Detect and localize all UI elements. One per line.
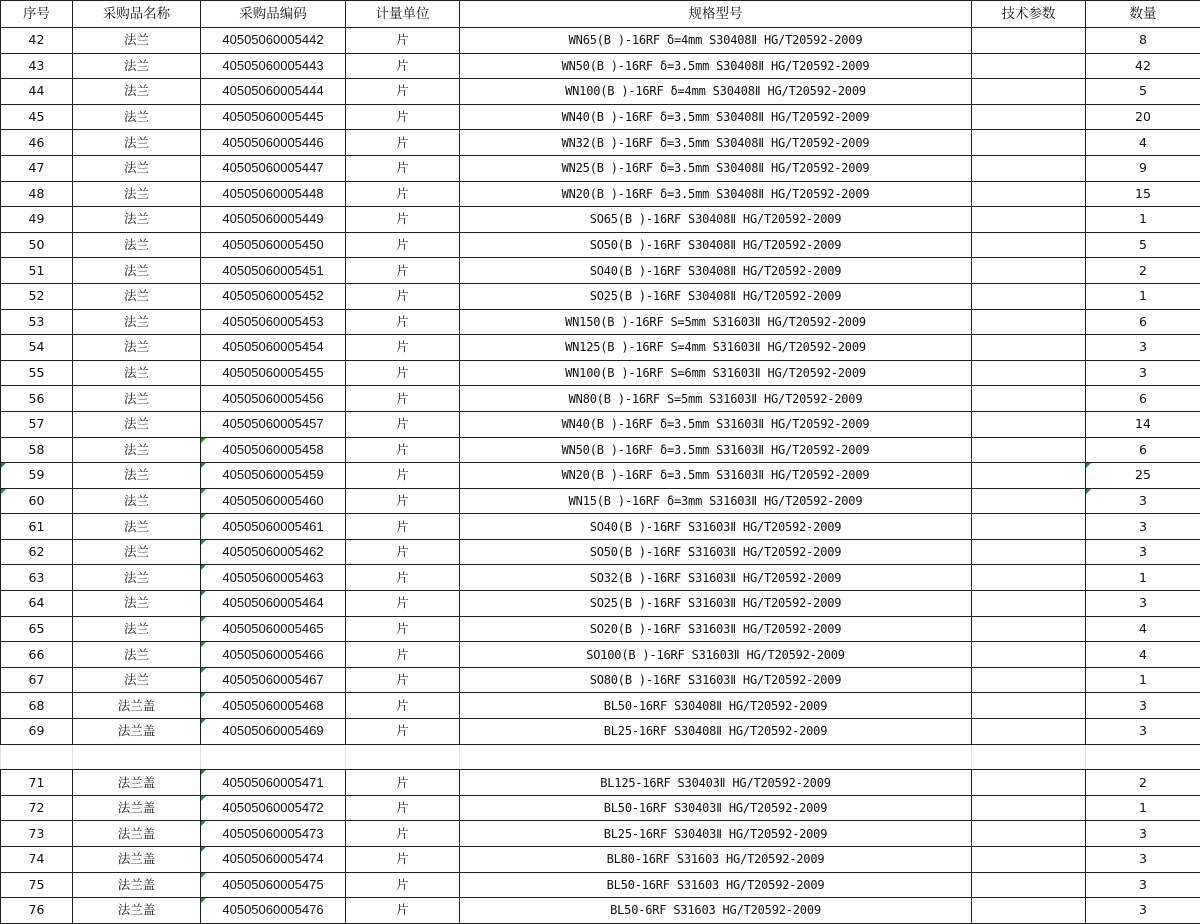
cell-spec[interactable]: WN125(B )-16RF S=4mm S31603Ⅱ HG/T20592-2009 bbox=[460, 335, 972, 361]
cell-code[interactable]: 40505060005464 bbox=[201, 591, 346, 617]
cell-spec[interactable]: WN32(B )-16RF δ=3.5mm S30408Ⅱ HG/T20592-2009 bbox=[460, 130, 972, 156]
cell-spec[interactable]: BL50-16RF S30403Ⅱ HG/T20592-2009 bbox=[460, 795, 972, 821]
cell-tech[interactable] bbox=[972, 207, 1086, 233]
cell-name[interactable]: 法兰 bbox=[73, 386, 201, 412]
cell-qty[interactable]: 4 bbox=[1086, 642, 1200, 668]
cell-name[interactable]: 法兰盖 bbox=[73, 719, 201, 745]
table-row bbox=[1, 872, 1200, 898]
cell-tech[interactable] bbox=[972, 463, 1086, 489]
cell-unit[interactable]: 片 bbox=[346, 693, 460, 719]
cell-unit[interactable]: 片 bbox=[346, 207, 460, 233]
cell-qty[interactable]: 3 bbox=[1086, 539, 1200, 565]
cell-code[interactable]: 40505060005447 bbox=[201, 155, 346, 181]
cell-spec[interactable]: WN100(B )-16RF S=6mm S31603Ⅱ HG/T20592-2009 bbox=[460, 360, 972, 386]
cell-spec[interactable]: SO50(B )-16RF S31603Ⅱ HG/T20592-2009 bbox=[460, 539, 972, 565]
table-row bbox=[1, 258, 1200, 284]
cell-qty[interactable]: 1 bbox=[1086, 207, 1200, 233]
cell-spec[interactable]: SO50(B )-16RF S30408Ⅱ HG/T20592-2009 bbox=[460, 232, 972, 258]
cell-tech[interactable] bbox=[972, 181, 1086, 207]
cell-tech[interactable] bbox=[972, 283, 1086, 309]
table-row bbox=[1, 207, 1200, 233]
cell-unit[interactable]: 片 bbox=[346, 514, 460, 540]
cell-seq[interactable] bbox=[1, 744, 73, 770]
cell-spec[interactable]: SO80(B )-16RF S31603Ⅱ HG/T20592-2009 bbox=[460, 667, 972, 693]
cell-code[interactable]: 40505060005457 bbox=[201, 411, 346, 437]
cell-tech[interactable] bbox=[972, 642, 1086, 668]
cell-code[interactable]: 40505060005443 bbox=[201, 53, 346, 79]
cell-spec[interactable]: WN150(B )-16RF S=5mm S31603Ⅱ HG/T20592-2009 bbox=[460, 309, 972, 335]
cell-code[interactable]: 40505060005446 bbox=[201, 130, 346, 156]
cell-spec[interactable]: SO25(B )-16RF S31603Ⅱ HG/T20592-2009 bbox=[460, 591, 972, 617]
cell-tech[interactable] bbox=[972, 130, 1086, 156]
table-row bbox=[1, 616, 1200, 642]
cell-code[interactable]: 40505060005469 bbox=[201, 719, 346, 745]
cell-qty[interactable]: 2 bbox=[1086, 258, 1200, 284]
cell-code[interactable]: 40505060005463 bbox=[201, 565, 346, 591]
cell-seq[interactable]: 57 bbox=[1, 411, 73, 437]
table-row bbox=[1, 719, 1200, 745]
cell-tech[interactable] bbox=[972, 309, 1086, 335]
cell-unit[interactable]: 片 bbox=[346, 309, 460, 335]
cell-name[interactable]: 法兰盖 bbox=[73, 693, 201, 719]
cell-seq[interactable]: 42 bbox=[1, 28, 73, 54]
cell-tech[interactable] bbox=[972, 539, 1086, 565]
cell-seq[interactable]: 72 bbox=[1, 795, 73, 821]
cell-qty[interactable]: 3 bbox=[1086, 335, 1200, 361]
cell-unit[interactable]: 片 bbox=[346, 155, 460, 181]
cell-tech[interactable] bbox=[972, 821, 1086, 847]
cell-unit[interactable]: 片 bbox=[346, 719, 460, 745]
cell-spec[interactable]: BL25-16RF S30408Ⅱ HG/T20592-2009 bbox=[460, 719, 972, 745]
cell-seq[interactable]: 64 bbox=[1, 591, 73, 617]
cell-code[interactable]: 40505060005444 bbox=[201, 79, 346, 105]
cell-name[interactable]: 法兰 bbox=[73, 488, 201, 514]
table-row bbox=[1, 898, 1200, 924]
cell-name[interactable]: 法兰 bbox=[73, 360, 201, 386]
header-seq[interactable]: 序号 bbox=[1, 1, 73, 28]
cell-seq[interactable]: 68 bbox=[1, 693, 73, 719]
cell-seq[interactable]: 50 bbox=[1, 232, 73, 258]
cell-spec[interactable]: SO32(B )-16RF S31603Ⅱ HG/T20592-2009 bbox=[460, 565, 972, 591]
cell-unit[interactable]: 片 bbox=[346, 795, 460, 821]
cell-qty[interactable]: 3 bbox=[1086, 719, 1200, 745]
cell-spec[interactable]: WN20(B )-16RF δ=3.5mm S30408Ⅱ HG/T20592-2009 bbox=[460, 181, 972, 207]
cell-unit[interactable]: 片 bbox=[346, 232, 460, 258]
cell-spec[interactable]: BL50-16RF S30408Ⅱ HG/T20592-2009 bbox=[460, 693, 972, 719]
cell-code[interactable]: 40505060005449 bbox=[201, 207, 346, 233]
cell-code[interactable]: 40505060005445 bbox=[201, 104, 346, 130]
cell-seq[interactable]: 65 bbox=[1, 616, 73, 642]
cell-spec[interactable]: WN65(B )-16RF δ=4mm S30408Ⅱ HG/T20592-2009 bbox=[460, 28, 972, 54]
table-row bbox=[1, 795, 1200, 821]
cell-seq[interactable]: 67 bbox=[1, 667, 73, 693]
cell-qty[interactable]: 3 bbox=[1086, 693, 1200, 719]
cell-unit[interactable]: 片 bbox=[346, 539, 460, 565]
cell-unit[interactable]: 片 bbox=[346, 386, 460, 412]
cell-tech[interactable] bbox=[972, 232, 1086, 258]
cell-tech[interactable] bbox=[972, 847, 1086, 873]
cell-seq[interactable]: 69 bbox=[1, 719, 73, 745]
cell-unit[interactable]: 片 bbox=[346, 411, 460, 437]
cell-seq[interactable]: 60 bbox=[1, 488, 73, 514]
cell-unit[interactable]: 片 bbox=[346, 847, 460, 873]
cell-tech[interactable] bbox=[972, 488, 1086, 514]
table-row bbox=[1, 181, 1200, 207]
cell-seq[interactable]: 75 bbox=[1, 872, 73, 898]
cell-tech[interactable] bbox=[972, 360, 1086, 386]
table-row bbox=[1, 488, 1200, 514]
cell-tech[interactable] bbox=[972, 335, 1086, 361]
cell-seq[interactable]: 45 bbox=[1, 104, 73, 130]
cell-spec[interactable]: WN15(B )-16RF δ=3mm S31603Ⅱ HG/T20592-2009 bbox=[460, 488, 972, 514]
cell-unit[interactable]: 片 bbox=[346, 488, 460, 514]
table-row bbox=[1, 386, 1200, 412]
cell-qty[interactable]: 3 bbox=[1086, 591, 1200, 617]
cell-qty[interactable]: 6 bbox=[1086, 437, 1200, 463]
cell-name[interactable]: 法兰盖 bbox=[73, 770, 201, 796]
cell-seq[interactable]: 56 bbox=[1, 386, 73, 412]
cell-name[interactable]: 法兰 bbox=[73, 642, 201, 668]
cell-name[interactable]: 法兰 bbox=[73, 539, 201, 565]
cell-unit[interactable]: 片 bbox=[346, 898, 460, 924]
cell-spec[interactable]: WN25(B )-16RF δ=3.5mm S30408Ⅱ HG/T20592-2009 bbox=[460, 155, 972, 181]
table-row bbox=[1, 283, 1200, 309]
cell-seq[interactable]: 51 bbox=[1, 258, 73, 284]
cell-qty[interactable]: 4 bbox=[1086, 616, 1200, 642]
header-row bbox=[1, 1, 1200, 28]
cell-name[interactable]: 法兰 bbox=[73, 591, 201, 617]
cell-code[interactable]: 40505060005456 bbox=[201, 386, 346, 412]
cell-seq[interactable]: 61 bbox=[1, 514, 73, 540]
cell-seq[interactable]: 43 bbox=[1, 53, 73, 79]
cell-code[interactable]: 40505060005448 bbox=[201, 181, 346, 207]
table-row bbox=[1, 463, 1200, 489]
cell-unit[interactable]: 片 bbox=[346, 642, 460, 668]
cell-qty[interactable]: 14 bbox=[1086, 411, 1200, 437]
cell-seq[interactable]: 73 bbox=[1, 821, 73, 847]
cell-code[interactable]: 40505060005452 bbox=[201, 283, 346, 309]
cell-name[interactable]: 法兰 bbox=[73, 181, 201, 207]
cell-unit[interactable]: 片 bbox=[346, 104, 460, 130]
table-row bbox=[1, 847, 1200, 873]
header-qty[interactable]: 数量 bbox=[1086, 1, 1200, 28]
table-row bbox=[1, 360, 1200, 386]
cell-seq[interactable]: 58 bbox=[1, 437, 73, 463]
cell-tech[interactable] bbox=[972, 437, 1086, 463]
cell-unit[interactable]: 片 bbox=[346, 28, 460, 54]
cell-qty[interactable]: 8 bbox=[1086, 28, 1200, 54]
cell-code[interactable]: 40505060005453 bbox=[201, 309, 346, 335]
cell-name[interactable]: 法兰盖 bbox=[73, 821, 201, 847]
cell-code[interactable]: 40505060005474 bbox=[201, 847, 346, 873]
cell-qty[interactable]: 4 bbox=[1086, 130, 1200, 156]
cell-qty[interactable]: 3 bbox=[1086, 847, 1200, 873]
cell-seq[interactable]: 66 bbox=[1, 642, 73, 668]
cell-qty[interactable]: 25 bbox=[1086, 463, 1200, 489]
cell-spec[interactable]: BL80-16RF S31603 HG/T20592-2009 bbox=[460, 847, 972, 873]
cell-qty[interactable]: 42 bbox=[1086, 53, 1200, 79]
cell-spec[interactable]: BL50-16RF S31603 HG/T20592-2009 bbox=[460, 872, 972, 898]
cell-seq[interactable]: 48 bbox=[1, 181, 73, 207]
table-row bbox=[1, 335, 1200, 361]
cell-unit[interactable]: 片 bbox=[346, 565, 460, 591]
cell-name[interactable]: 法兰 bbox=[73, 437, 201, 463]
cell-unit[interactable] bbox=[346, 744, 460, 770]
cell-qty[interactable]: 5 bbox=[1086, 79, 1200, 105]
cell-unit[interactable]: 片 bbox=[346, 283, 460, 309]
cell-name[interactable]: 法兰 bbox=[73, 104, 201, 130]
cell-seq[interactable]: 71 bbox=[1, 770, 73, 796]
table-row bbox=[1, 79, 1200, 105]
cell-unit[interactable]: 片 bbox=[346, 181, 460, 207]
cell-name[interactable]: 法兰 bbox=[73, 79, 201, 105]
cell-qty[interactable]: 20 bbox=[1086, 104, 1200, 130]
cell-tech[interactable] bbox=[972, 719, 1086, 745]
table-row bbox=[1, 821, 1200, 847]
cell-name[interactable]: 法兰 bbox=[73, 283, 201, 309]
cell-tech[interactable] bbox=[972, 693, 1086, 719]
table-row bbox=[1, 437, 1200, 463]
blank-row bbox=[1, 744, 1200, 770]
cell-code[interactable]: 40505060005466 bbox=[201, 642, 346, 668]
cell-qty[interactable]: 3 bbox=[1086, 872, 1200, 898]
cell-spec[interactable]: WN50(B )-16RF δ=3.5mm S31603Ⅱ HG/T20592-2009 bbox=[460, 437, 972, 463]
cell-seq[interactable]: 49 bbox=[1, 207, 73, 233]
cell-spec[interactable]: SO40(B )-16RF S30408Ⅱ HG/T20592-2009 bbox=[460, 258, 972, 284]
table-row bbox=[1, 565, 1200, 591]
cell-unit[interactable]: 片 bbox=[346, 770, 460, 796]
cell-name[interactable]: 法兰 bbox=[73, 463, 201, 489]
cell-spec[interactable]: BL50-6RF S31603 HG/T20592-2009 bbox=[460, 898, 972, 924]
cell-unit[interactable]: 片 bbox=[346, 360, 460, 386]
cell-qty[interactable]: 1 bbox=[1086, 795, 1200, 821]
cell-code[interactable]: 40505060005465 bbox=[201, 616, 346, 642]
cell-qty[interactable]: 15 bbox=[1086, 181, 1200, 207]
cell-qty[interactable]: 6 bbox=[1086, 309, 1200, 335]
cell-code[interactable]: 40505060005459 bbox=[201, 463, 346, 489]
cell-name[interactable]: 法兰 bbox=[73, 28, 201, 54]
table-row bbox=[1, 693, 1200, 719]
table-row bbox=[1, 104, 1200, 130]
cell-tech[interactable] bbox=[972, 28, 1086, 54]
cell-tech[interactable] bbox=[972, 514, 1086, 540]
cell-tech[interactable] bbox=[972, 53, 1086, 79]
cell-name[interactable]: 法兰 bbox=[73, 309, 201, 335]
cell-unit[interactable]: 片 bbox=[346, 79, 460, 105]
cell-code[interactable]: 40505060005467 bbox=[201, 667, 346, 693]
cell-code[interactable] bbox=[201, 744, 346, 770]
cell-code[interactable]: 40505060005460 bbox=[201, 488, 346, 514]
cell-code[interactable]: 40505060005442 bbox=[201, 28, 346, 54]
cell-unit[interactable]: 片 bbox=[346, 130, 460, 156]
cell-spec[interactable]: WN80(B )-16RF S=5mm S31603Ⅱ HG/T20592-2009 bbox=[460, 386, 972, 412]
cell-seq[interactable]: 62 bbox=[1, 539, 73, 565]
cell-seq[interactable]: 74 bbox=[1, 847, 73, 873]
cell-unit[interactable]: 片 bbox=[346, 53, 460, 79]
cell-code[interactable]: 40505060005455 bbox=[201, 360, 346, 386]
cell-spec[interactable]: BL125-16RF S30403Ⅱ HG/T20592-2009 bbox=[460, 770, 972, 796]
header-tech[interactable]: 技术参数 bbox=[972, 1, 1086, 28]
cell-name[interactable]: 法兰盖 bbox=[73, 847, 201, 873]
cell-code[interactable]: 40505060005462 bbox=[201, 539, 346, 565]
cell-tech[interactable] bbox=[972, 770, 1086, 796]
cell-spec[interactable]: WN40(B )-16RF δ=3.5mm S30408Ⅱ HG/T20592-2009 bbox=[460, 104, 972, 130]
cell-code[interactable]: 40505060005473 bbox=[201, 821, 346, 847]
cell-tech[interactable] bbox=[972, 79, 1086, 105]
cell-unit[interactable]: 片 bbox=[346, 821, 460, 847]
header-spec[interactable]: 规格型号 bbox=[460, 1, 972, 28]
cell-seq[interactable]: 46 bbox=[1, 130, 73, 156]
cell-unit[interactable]: 片 bbox=[346, 667, 460, 693]
cell-code[interactable]: 40505060005461 bbox=[201, 514, 346, 540]
cell-tech[interactable] bbox=[972, 795, 1086, 821]
cell-spec[interactable] bbox=[460, 744, 972, 770]
cell-unit[interactable]: 片 bbox=[346, 872, 460, 898]
table-row bbox=[1, 539, 1200, 565]
cell-unit[interactable]: 片 bbox=[346, 437, 460, 463]
cell-unit[interactable]: 片 bbox=[346, 463, 460, 489]
cell-tech[interactable] bbox=[972, 872, 1086, 898]
cell-name[interactable]: 法兰 bbox=[73, 514, 201, 540]
cell-seq[interactable]: 52 bbox=[1, 283, 73, 309]
table-row bbox=[1, 232, 1200, 258]
cell-spec[interactable]: BL25-16RF S30403Ⅱ HG/T20592-2009 bbox=[460, 821, 972, 847]
cell-tech[interactable] bbox=[972, 104, 1086, 130]
table-row bbox=[1, 130, 1200, 156]
cell-name[interactable]: 法兰盖 bbox=[73, 795, 201, 821]
table-row bbox=[1, 411, 1200, 437]
cell-seq[interactable]: 55 bbox=[1, 360, 73, 386]
cell-tech[interactable] bbox=[972, 565, 1086, 591]
cell-code[interactable]: 40505060005458 bbox=[201, 437, 346, 463]
cell-qty[interactable]: 3 bbox=[1086, 821, 1200, 847]
header-code[interactable]: 采购品编码 bbox=[201, 1, 346, 28]
cell-name[interactable] bbox=[73, 744, 201, 770]
cell-seq[interactable]: 63 bbox=[1, 565, 73, 591]
cell-tech[interactable] bbox=[972, 411, 1086, 437]
cell-qty[interactable]: 5 bbox=[1086, 232, 1200, 258]
cell-name[interactable]: 法兰 bbox=[73, 616, 201, 642]
cell-qty[interactable]: 3 bbox=[1086, 360, 1200, 386]
cell-unit[interactable]: 片 bbox=[346, 258, 460, 284]
cell-spec[interactable]: SO25(B )-16RF S30408Ⅱ HG/T20592-2009 bbox=[460, 283, 972, 309]
cell-qty[interactable] bbox=[1086, 744, 1200, 770]
table-row bbox=[1, 155, 1200, 181]
cell-seq[interactable]: 54 bbox=[1, 335, 73, 361]
header-name[interactable]: 采购品名称 bbox=[73, 1, 201, 28]
table-row bbox=[1, 591, 1200, 617]
cell-name[interactable]: 法兰盖 bbox=[73, 872, 201, 898]
cell-tech[interactable] bbox=[972, 898, 1086, 924]
table-row bbox=[1, 514, 1200, 540]
header-unit[interactable]: 计量单位 bbox=[346, 1, 460, 28]
cell-qty[interactable]: 3 bbox=[1086, 898, 1200, 924]
cell-unit[interactable]: 片 bbox=[346, 335, 460, 361]
cell-name[interactable]: 法兰 bbox=[73, 53, 201, 79]
cell-spec[interactable]: SO100(B )-16RF S31603Ⅱ HG/T20592-2009 bbox=[460, 642, 972, 668]
cell-tech[interactable] bbox=[972, 744, 1086, 770]
cell-code[interactable]: 40505060005476 bbox=[201, 898, 346, 924]
cell-code[interactable]: 40505060005468 bbox=[201, 693, 346, 719]
cell-spec[interactable]: WN40(B )-16RF δ=3.5mm S31603Ⅱ HG/T20592-2009 bbox=[460, 411, 972, 437]
cell-spec[interactable]: SO65(B )-16RF S30408Ⅱ HG/T20592-2009 bbox=[460, 207, 972, 233]
table-row bbox=[1, 770, 1200, 796]
cell-code[interactable]: 40505060005471 bbox=[201, 770, 346, 796]
cell-name[interactable]: 法兰 bbox=[73, 667, 201, 693]
cell-name[interactable]: 法兰 bbox=[73, 411, 201, 437]
cell-name[interactable]: 法兰 bbox=[73, 335, 201, 361]
cell-qty[interactable]: 3 bbox=[1086, 488, 1200, 514]
cell-code[interactable]: 40505060005472 bbox=[201, 795, 346, 821]
cell-seq[interactable]: 76 bbox=[1, 898, 73, 924]
cell-name[interactable]: 法兰 bbox=[73, 258, 201, 284]
cell-tech[interactable] bbox=[972, 258, 1086, 284]
cell-spec[interactable]: SO20(B )-16RF S31603Ⅱ HG/T20592-2009 bbox=[460, 616, 972, 642]
cell-tech[interactable] bbox=[972, 667, 1086, 693]
cell-code[interactable]: 40505060005450 bbox=[201, 232, 346, 258]
cell-qty[interactable]: 1 bbox=[1086, 283, 1200, 309]
cell-code[interactable]: 40505060005475 bbox=[201, 872, 346, 898]
cell-qty[interactable]: 1 bbox=[1086, 565, 1200, 591]
cell-tech[interactable] bbox=[972, 591, 1086, 617]
cell-qty[interactable]: 2 bbox=[1086, 770, 1200, 796]
table-row bbox=[1, 53, 1200, 79]
cell-tech[interactable] bbox=[972, 155, 1086, 181]
cell-spec[interactable]: WN100(B )-16RF δ=4mm S30408Ⅱ HG/T20592-2009 bbox=[460, 79, 972, 105]
cell-code[interactable]: 40505060005454 bbox=[201, 335, 346, 361]
cell-unit[interactable]: 片 bbox=[346, 616, 460, 642]
cell-spec[interactable]: SO40(B )-16RF S31603Ⅱ HG/T20592-2009 bbox=[460, 514, 972, 540]
cell-seq[interactable]: 53 bbox=[1, 309, 73, 335]
cell-name[interactable]: 法兰 bbox=[73, 155, 201, 181]
cell-qty[interactable]: 3 bbox=[1086, 514, 1200, 540]
cell-name[interactable]: 法兰盖 bbox=[73, 898, 201, 924]
cell-qty[interactable]: 1 bbox=[1086, 667, 1200, 693]
cell-seq[interactable]: 44 bbox=[1, 79, 73, 105]
cell-seq[interactable]: 47 bbox=[1, 155, 73, 181]
cell-code[interactable]: 40505060005451 bbox=[201, 258, 346, 284]
table-row bbox=[1, 309, 1200, 335]
cell-spec[interactable]: WN20(B )-16RF δ=3.5mm S31603Ⅱ HG/T20592-2009 bbox=[460, 463, 972, 489]
cell-name[interactable]: 法兰 bbox=[73, 565, 201, 591]
cell-qty[interactable]: 6 bbox=[1086, 386, 1200, 412]
cell-qty[interactable]: 9 bbox=[1086, 155, 1200, 181]
cell-name[interactable]: 法兰 bbox=[73, 207, 201, 233]
cell-tech[interactable] bbox=[972, 616, 1086, 642]
cell-tech[interactable] bbox=[972, 386, 1086, 412]
table-row bbox=[1, 28, 1200, 54]
table-row bbox=[1, 667, 1200, 693]
table-row bbox=[1, 642, 1200, 668]
cell-spec[interactable]: WN50(B )-16RF δ=3.5mm S30408Ⅱ HG/T20592-2009 bbox=[460, 53, 972, 79]
cell-seq[interactable]: 59 bbox=[1, 463, 73, 489]
cell-unit[interactable]: 片 bbox=[346, 591, 460, 617]
cell-name[interactable]: 法兰 bbox=[73, 232, 201, 258]
cell-name[interactable]: 法兰 bbox=[73, 130, 201, 156]
